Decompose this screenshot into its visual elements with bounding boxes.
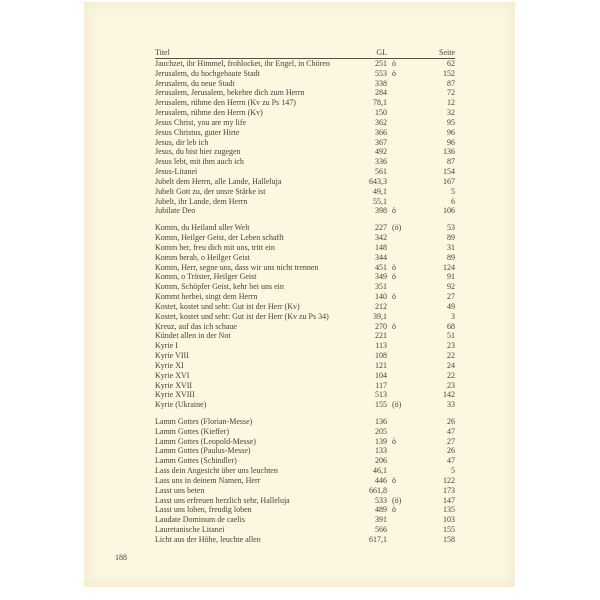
row-gl-number: 55,1 [373,196,387,206]
row-seite: 5 [451,186,455,196]
table-row [155,233,455,243]
row-gl-marker [387,331,407,341]
row-gl-marker [387,456,407,466]
row-gl-marker: ö [392,321,396,331]
row-gl-number: 398 [375,206,387,216]
book-page [84,2,515,587]
row-seite: 26 [447,416,455,426]
row-gl-marker: ö [392,59,396,68]
index-content [155,47,455,545]
row-seite: 152 [443,68,455,78]
row-gl-marker [387,446,407,456]
row-gl-marker [387,525,407,535]
row-title: Jesus-Litanei [155,167,198,177]
row-seite: 24 [447,360,455,370]
row-seite: 53 [447,223,455,233]
row-gl-marker [387,233,407,243]
table-row [155,476,455,486]
table-row [155,177,455,187]
row-title: Komm, Heilger Geist, der Leben schafft [155,233,284,243]
row-title: Jesus, dir leb ich [155,137,209,147]
row-seite: 87 [447,157,455,167]
row-title: Jubelt Gott zu, der unsre Stärke ist [155,186,266,196]
table-row [155,417,455,427]
table-row [155,128,455,138]
row-title: Komm herab, o Heilger Geist [155,252,250,262]
row-seite: 91 [447,272,455,282]
row-seite: 27 [447,436,455,446]
row-gl-marker [387,371,407,381]
table-row [155,223,455,233]
row-seite: 135 [443,505,455,515]
table-row [155,98,455,108]
row-gl-marker [387,381,407,391]
row-gl-number: 133 [375,446,387,456]
row-gl-marker [387,108,407,118]
table-row [155,88,455,98]
row-gl-marker: ö [392,505,396,515]
table-row [155,69,455,79]
row-gl-number: 513 [375,390,387,400]
row-gl-marker [387,341,407,351]
table-row [155,381,455,391]
row-gl-number: 139 [375,436,387,446]
row-gl-marker [387,535,407,545]
table-row [155,505,455,515]
row-seite: 23 [447,341,455,351]
row-gl-marker [387,177,407,187]
row-gl-marker [387,243,407,253]
row-title: Lamm Gottes (Leopold-Messe) [155,436,256,446]
row-seite: 32 [447,108,455,118]
table-row [155,302,455,312]
row-gl-marker [387,197,407,207]
row-gl-number: 366 [375,127,387,137]
row-gl-marker [387,138,407,148]
row-seite: 96 [447,137,455,147]
table-row [155,312,455,322]
row-title: Jerusalem, du hochgebaute Stadt [155,68,260,78]
row-gl-marker [387,253,407,263]
row-title: Lass dein Angesicht über uns leuchten [155,466,278,476]
table-row [155,272,455,282]
row-title: Lass uns in deinem Namen, Herr [155,475,261,485]
row-gl-marker: (ö) [392,223,402,233]
table-row [155,138,455,148]
row-title: Lauretanische Litanei [155,525,225,535]
row-seite: 92 [447,282,455,292]
row-gl-number: 451 [375,262,387,272]
row-gl-marker [387,79,407,89]
row-gl-number: 553 [375,68,387,78]
row-seite: 27 [447,292,455,302]
row-seite: 106 [443,206,455,216]
row-gl-marker [387,187,407,197]
row-gl-marker: (ö) [392,400,402,410]
row-title: Jauchzet, ihr Himmel, frohlocket, ihr Engel, in Chören [155,59,330,68]
row-gl-marker: ö [392,206,396,216]
row-seite: 23 [447,380,455,390]
row-gl-marker [387,515,407,525]
row-gl-marker: ö [392,272,396,282]
table-row [155,446,455,456]
row-gl-number: 121 [375,360,387,370]
table-row [155,486,455,496]
row-seite: 5 [451,466,455,476]
row-title: Licht aus der Höhe, leuchte allen [155,534,261,544]
row-seite: 47 [447,426,455,436]
table-header [155,47,455,59]
row-gl-marker [387,417,407,427]
row-gl-number: 150 [375,108,387,118]
row-seite: 22 [447,370,455,380]
row-title: Jesus, du bist hier zugegen [155,147,241,157]
row-title: Jubilate Deo [155,206,196,216]
row-title: Kommt herbei, singt dem Herrn [155,292,258,302]
row-seite: 68 [447,321,455,331]
table-row [155,515,455,525]
row-gl-number: 46,1 [373,466,387,476]
row-gl-marker [387,88,407,98]
table-row [155,525,455,535]
row-gl-number: 643,3 [369,176,387,186]
page-number: 188 [115,553,127,562]
row-seite: 49 [447,301,455,311]
row-gl-number: 336 [375,157,387,167]
row-seite: 167 [443,176,455,186]
row-seite: 136 [443,147,455,157]
column-header-titel: Titel [155,48,170,57]
row-seite: 72 [447,88,455,98]
table-row [155,466,455,476]
row-gl-marker [387,128,407,138]
row-gl-marker [387,486,407,496]
table-row [155,157,455,167]
row-title: Kreuz, auf das ich schaue [155,321,237,331]
row-gl-number: 362 [375,117,387,127]
table-row [155,427,455,437]
row-gl-number: 566 [375,525,387,535]
row-title: Lamm Gottes (Schindler) [155,456,237,466]
table-row [155,361,455,371]
table-row [155,341,455,351]
table-row [155,253,455,263]
row-title: Kyrie XVIII [155,390,195,400]
row-seite: 142 [443,390,455,400]
row-gl-number: 212 [375,301,387,311]
table-row [155,400,455,410]
row-seite: 3 [451,311,455,321]
table-row [155,167,455,177]
table-row [155,390,455,400]
row-gl-number: 492 [375,147,387,157]
table-row [155,118,455,128]
row-gl-marker [387,351,407,361]
row-title: Kostet, kostet und seht: Gut ist der Herr (Kv) [155,301,300,311]
row-gl-marker: ö [392,68,396,78]
row-title: Komm, Schöpfer Geist, kehr bei uns ein [155,282,284,292]
table-row [155,535,455,545]
table-row [155,322,455,332]
row-title: Kostet, kostet und seht: Gut ist der Herr (Kv zu Ps 34) [155,311,329,321]
row-seite: 122 [443,475,455,485]
row-gl-marker [387,427,407,437]
row-title: Lamm Gottes (Kieffer) [155,426,230,436]
row-title: Lasst uns loben, freudig loben [155,505,252,515]
row-gl-marker: ö [392,292,396,302]
row-gl-number: 136 [375,416,387,426]
row-seite: 51 [447,331,455,341]
table-row [155,456,455,466]
table-row [155,437,455,447]
row-title: Kyrie XI [155,360,184,370]
row-gl-number: 561 [375,167,387,177]
table-row [155,108,455,118]
row-gl-marker: (ö) [392,495,402,505]
row-title: Kyrie (Ukraine) [155,400,207,410]
row-gl-number: 367 [375,137,387,147]
row-title: Kyrie VIII [155,351,189,361]
column-header-gl: GL [376,48,387,57]
row-gl-number: 351 [375,282,387,292]
row-seite: 31 [447,242,455,252]
section-gap [155,216,455,223]
table-row [155,282,455,292]
row-gl-number: 148 [375,242,387,252]
row-gl-number: 489 [375,505,387,515]
table-row [155,263,455,273]
index-table [155,59,455,545]
row-gl-number: 661,8 [369,485,387,495]
section-gap [155,410,455,417]
row-title: Lasst uns beten [155,485,205,495]
row-gl-number: 221 [375,331,387,341]
row-seite: 33 [447,400,455,410]
row-seite: 62 [447,59,455,68]
row-gl-number: 113 [375,341,387,351]
row-gl-number: 78,1 [373,98,387,108]
row-gl-marker [387,302,407,312]
column-header-seite: Seite [439,48,455,57]
row-seite: 103 [443,515,455,525]
row-seite: 173 [443,485,455,495]
table-row [155,59,455,69]
row-title: Jerusalem, du neue Stadt [155,78,235,88]
row-gl-marker [387,466,407,476]
row-seite: 95 [447,117,455,127]
row-gl-number: 205 [375,426,387,436]
row-title: Jerusalem, rühme den Herrn (Kv zu Ps 147) [155,98,296,108]
row-gl-marker [387,157,407,167]
row-title: Jerusalem, rühme den Herrn (Kv) [155,108,263,118]
row-title: Jubelt, ihr Lande, dem Herrn [155,196,248,206]
row-gl-marker: ö [392,436,396,446]
column-header-spacer [387,47,407,58]
row-title: Kyrie XVI [155,370,190,380]
row-gl-number: 49,1 [373,186,387,196]
row-gl-marker: ö [392,262,396,272]
table-row [155,292,455,302]
row-title: Laudate Dominum de caelis [155,515,245,525]
row-title: Jerusalem, Jerusalem, bekehre dich zum Herrn [155,88,305,98]
row-seite: 154 [443,167,455,177]
row-title: Lamm Gottes (Florian-Messe) [155,416,253,426]
table-row [155,147,455,157]
row-title: Lamm Gottes (Paulus-Messe) [155,446,251,456]
row-gl-marker [387,390,407,400]
row-gl-number: 533 [375,495,387,505]
row-gl-number: 251 [375,59,387,68]
row-gl-marker [387,282,407,292]
row-gl-marker [387,98,407,108]
row-title: Jubelt dem Herrn, alle Lande, Halleluja [155,176,282,186]
row-seite: 89 [447,233,455,243]
row-gl-number: 117 [375,380,387,390]
row-title: Komm, du Heiland aller Welt [155,223,250,233]
row-gl-number: 39,1 [373,311,387,321]
row-seite: 26 [447,446,455,456]
row-gl-marker: ö [392,475,396,485]
row-seite: 87 [447,78,455,88]
table-row [155,243,455,253]
row-seite: 47 [447,456,455,466]
row-seite: 12 [447,98,455,108]
row-title: Jesus lebt, mit ihm auch ich [155,157,244,167]
row-seite: 89 [447,252,455,262]
row-title: Kyrie I [155,341,178,351]
row-gl-number: 140 [375,292,387,302]
row-gl-marker [387,312,407,322]
row-gl-number: 391 [375,515,387,525]
table-row [155,496,455,506]
row-gl-marker [387,147,407,157]
row-seite: 155 [443,525,455,535]
row-title: Komm her, freu dich mit uns, tritt ein [155,242,275,252]
table-row [155,79,455,89]
row-gl-number: 270 [375,321,387,331]
row-gl-number: 349 [375,272,387,282]
row-gl-number: 342 [375,233,387,243]
row-gl-number: 227 [375,223,387,233]
row-gl-number: 284 [375,88,387,98]
row-seite: 147 [443,495,455,505]
row-seite: 6 [451,196,455,206]
row-title: Kyrie XVII [155,380,193,390]
row-gl-number: 338 [375,78,387,88]
table-row [155,187,455,197]
table-row [155,331,455,341]
row-title: Komm, o Tröster, Heilger Geist [155,272,257,282]
row-title: Jesus Christus, guter Hirte [155,127,240,137]
row-gl-marker [387,167,407,177]
row-seite: 96 [447,127,455,137]
row-gl-number: 344 [375,252,387,262]
row-gl-marker [387,361,407,371]
row-seite: 124 [443,262,455,272]
row-gl-number: 155 [375,400,387,410]
row-gl-number: 206 [375,456,387,466]
row-gl-marker [387,118,407,128]
row-gl-number: 446 [375,475,387,485]
row-title: Komm, Herr, segne uns, dass wir uns nicht trennen [155,262,319,272]
row-seite: 158 [443,534,455,544]
row-gl-number: 108 [375,351,387,361]
row-title: Jesus Christ, you are my life [155,117,247,127]
row-gl-number: 104 [375,370,387,380]
row-seite: 22 [447,351,455,361]
table-row [155,351,455,361]
table-row [155,371,455,381]
row-gl-number: 617,1 [369,534,387,544]
row-title: Lasst uns erfreuen herzlich sehr, Halleluja [155,495,290,505]
table-row [155,197,455,207]
table-row [155,206,455,216]
row-title: Kündet allen in der Not [155,331,231,341]
